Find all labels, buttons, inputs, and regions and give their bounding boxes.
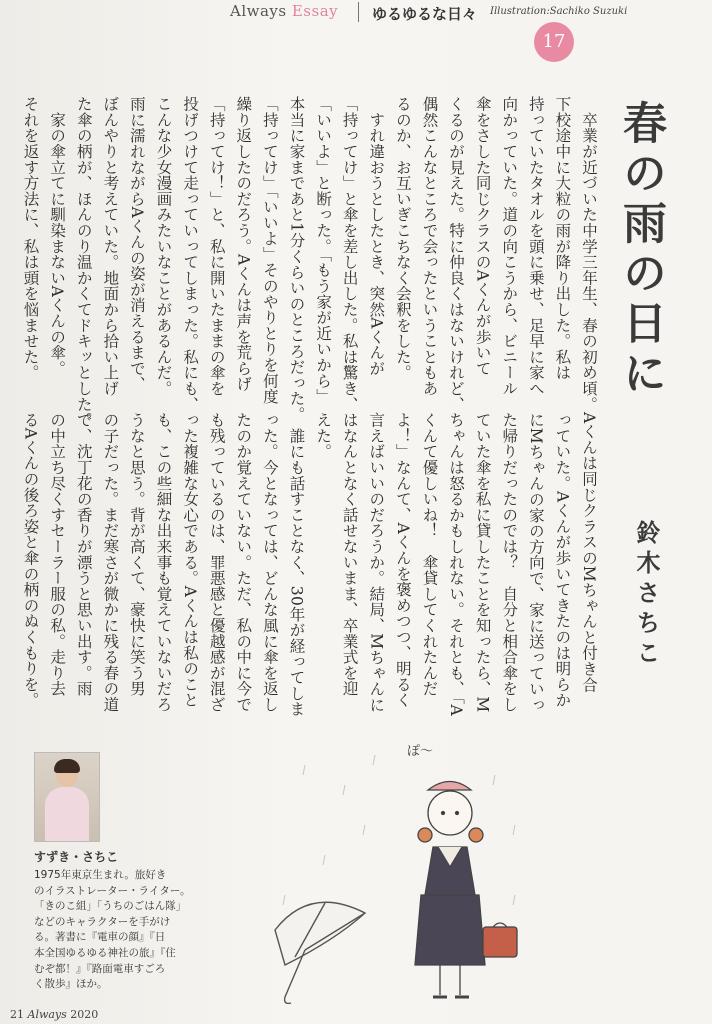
essay-body-upper: [17, 96, 602, 428]
author-photo: [34, 752, 100, 842]
essay-line: こんな少女漫画みたいなことがあるんだ。: [154, 96, 173, 397]
bio-line: のイラストレーター・ライター。: [34, 884, 191, 897]
profile-bio: [34, 868, 210, 993]
essay-line: よ！」なんて、Aくんを褒めつつ、明るく: [393, 412, 412, 708]
essay-line: それを返す方法に、私は頭を悩ませた。: [21, 96, 40, 381]
essay-line: たのか覚えていない。ただ、私の中に今で: [234, 412, 253, 713]
essay-line: うなと思う。背が高くて、豪快に笑う男: [127, 412, 146, 697]
bio-line: く散歩』ほか。: [34, 978, 108, 991]
essay-line: るのか、お互いぎこちなく会釈をした。: [393, 96, 412, 381]
bio-line: などのキャラクターを手がけ: [34, 915, 171, 928]
schoolgirl-illustration: [265, 735, 545, 1015]
essay-line: 傘をさした同じクラスのAくんが歩いて: [473, 96, 492, 377]
essay-line: 雨に濡れながらAくんの姿が消えるまで、: [127, 96, 146, 392]
essay-line: の子だった。まだ寒さが微かに残る春の道: [101, 412, 120, 713]
magazine-name: Always: [27, 1008, 67, 1021]
essay-line: 繰り返したのだろう。Aくんは声を荒らげ: [234, 96, 253, 392]
umbrella-icon: [275, 902, 365, 1003]
essay-line: 向かっていた。道の向こうから、ビニール: [500, 96, 519, 397]
essay-line: ぼんやりと考えていた。地面から拾い上げ: [101, 96, 120, 397]
essay-line: 「持ってけ！」と、私に開いたままの傘を: [207, 96, 226, 397]
header-divider: [358, 2, 359, 22]
essay-body-lower: [17, 412, 602, 717]
essay-title: 春の雨の日に: [615, 100, 666, 400]
school-bag-icon: [483, 927, 517, 957]
page-number: 21: [10, 1008, 24, 1021]
essay-line: った複雑な女心である。Aくんは私のこと: [181, 412, 200, 708]
essay-line: くんて優しいね！ 傘貸してくれたんだ: [420, 412, 439, 697]
essay-line: 投げつけて走っていってしまった。私にも、: [181, 96, 200, 412]
bio-line: 1975年東京生まれ。旅好き: [34, 869, 167, 881]
magazine-section-label: Always Essay: [230, 2, 339, 20]
essay-line: 「持ってけ」と傘を差し出した。私は驚き、: [340, 96, 359, 412]
essay-line: も残っているのは、罪悪感と優越感が混ざ: [207, 412, 226, 713]
speech-text: ぽ〜: [407, 744, 434, 759]
essay-line: はなんとなく話せないまま、卒業式を迎: [340, 412, 359, 697]
essay-line: た傘の柄が、ほんのり温かくてドキッとした。: [74, 96, 93, 428]
bio-line: むぞ都！』『路面電車すごろ: [34, 962, 166, 975]
essay-line: 「持ってけ」「いいよ」そのやりとりを何度: [260, 96, 279, 405]
page-header: [200, 0, 700, 52]
illustration-credit: Illustration:Sachiko Suzuki: [490, 6, 628, 17]
essay-line: 下校途中に大粒の雨が降り出した。私は: [553, 96, 572, 381]
bio-line: 本全国ゆるゆる神社の旅』『住: [34, 946, 176, 959]
essay-line: った。今となっては、どんな風に傘を返し: [260, 412, 279, 713]
essay-line: 家の傘立てに馴染まないAくんの傘。: [48, 96, 67, 377]
essay-line: くるのが見えた。特に仲良くはないけれど、: [447, 96, 466, 412]
essay-line: で、沈丁花の香りが漂うと思い出す。雨: [74, 412, 93, 697]
essay-line: ていた傘を私に貸したことを知ったら、M: [473, 412, 492, 713]
essay-line: ちゃんは怒るかもしれない。それとも、「A: [447, 412, 466, 716]
essay-line: えた。: [314, 412, 333, 460]
essay-line: 偶然こんなところで会ったということもあ: [420, 96, 439, 397]
essay-line: にMちゃんの家の方向で、家に送っていっ: [526, 412, 545, 713]
essay-line: 「いいよ」と断った。「もう家が近いから」: [314, 96, 333, 405]
essay-label: Essay: [291, 2, 339, 20]
essay-line: っていた。Aくんが歩いてきたのは明らか: [553, 412, 572, 708]
essay-line: 本当に家まであと1分くらいのところだった。: [287, 96, 306, 423]
issue-year: 2020: [70, 1008, 99, 1021]
essay-line: も、この些細な出来事も覚えていないだろ: [154, 412, 173, 713]
essay-line: 持っていたタオルを頭に乗せ、足早に家へ: [526, 96, 545, 397]
bio-line: 「きのこ組」「うちのごはん隊」: [34, 900, 187, 913]
essay-line: の中立ち尽くすセーラー服の私。走り去: [48, 412, 67, 697]
page-footer: [10, 1008, 98, 1021]
episode-number-badge: 17: [534, 22, 574, 62]
essay-line: Aくんは同じクラスのMちゃんと付き合: [580, 412, 598, 693]
essay-line: るAくんの後ろ姿と傘の柄のぬくもりを。: [21, 412, 40, 708]
series-title: ゆるゆるな日々: [372, 5, 478, 23]
essay-line: 誰にも話すことなく、30年が経ってしま: [287, 412, 306, 717]
profile-name: すずき・さちこ: [34, 850, 119, 864]
author-name: 鈴木さちこ: [632, 520, 661, 670]
essay-line: すれ違おうとしたとき、突然Aくんが: [367, 96, 386, 377]
bio-line: る。著書に『電車の顔』『日: [34, 931, 166, 944]
essay-line: た帰りだったのでは？ 自分と相合傘をし: [500, 412, 519, 713]
essay-line: 言えばいいのだろうか。結局、Mちゃんに: [367, 412, 386, 713]
essay-line: 卒業が近づいた中学三年生、春の初め頃。: [580, 96, 598, 412]
